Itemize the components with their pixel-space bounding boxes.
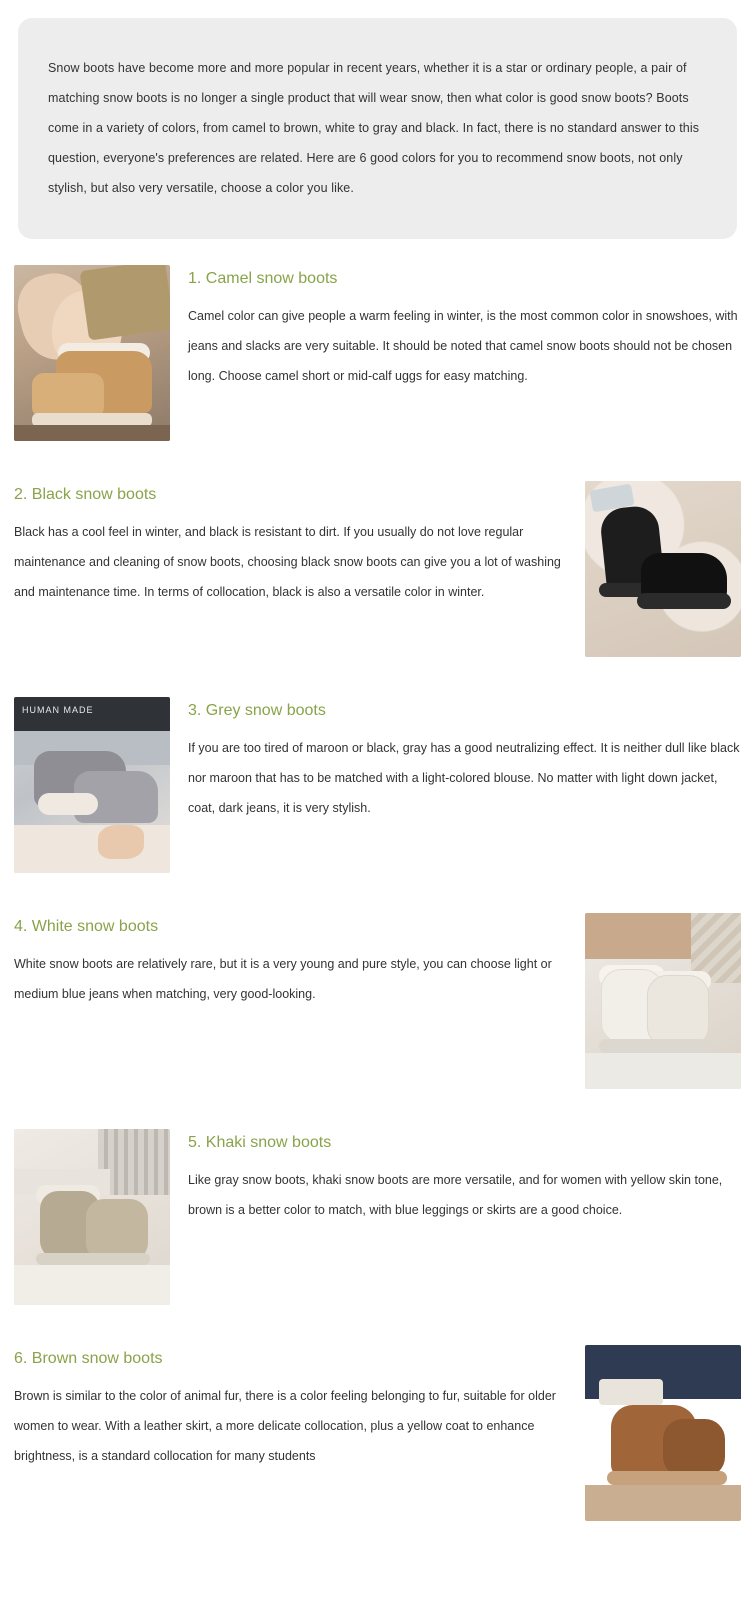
section-title: 1. Camel snow boots [188, 270, 338, 287]
photo-caption: HUMAN MADE [22, 705, 94, 715]
section-title: 2. Black snow boots [14, 486, 157, 503]
section-body: White snow boots are relatively rare, but it is a very young and pure style, you can choose light or medium blue jeans when matching, very good-looking. [14, 957, 552, 1001]
camel-snow-boots-photo [14, 265, 170, 441]
section-brown-snow-boots [0, 1345, 755, 1535]
section-body: Like gray snow boots, khaki snow boots are more versatile, and for women with yellow skin tone, brown is a better color to match, with blue leggings or skirts are a good choice. [188, 1173, 723, 1217]
khaki-snow-boots-photo [14, 1129, 170, 1305]
section-title: 6. Brown snow boots [14, 1350, 163, 1367]
white-snow-boots-photo [585, 913, 741, 1089]
section-body: Camel color can give people a warm feeling in winter, is the most common color in snowshoes, with jeans and slacks are very suitable. It should be noted that camel snow boots should not be chosen long. Choose camel short or mid-calf uggs for easy matching. [188, 309, 738, 383]
section-body: Black has a cool feel in winter, and black is resistant to dirt. If you usually do not love regular maintenance and cleaning of snow boots, choosing black snow boots can give you a lot of washing and maintenance time. In terms of collocation, black is also a versatile color in winter. [14, 525, 561, 599]
black-snow-boots-photo [585, 481, 741, 657]
section-khaki-snow-boots [0, 1129, 755, 1319]
section-title: 5. Khaki snow boots [188, 1134, 332, 1151]
intro-box [18, 18, 737, 239]
bottom-spacer [0, 1535, 755, 1563]
intro-paragraph: Snow boots have become more and more popular in recent years, whether it is a star or ordinary people, a pair of matching snow boots is no longer a single product that will wear snow, then what color is good snow boots? Boots come in a variety of colors, from camel to brown, white to gray and black. In fact, there is no standard answer to this question, everyone's preferences are related. Here are 6 good colors for you to recommend snow boots, not only stylish, but also very versatile, choose a color you like. [48, 60, 700, 195]
section-title: 3. Grey snow boots [188, 702, 326, 719]
section-camel-snow-boots [0, 265, 755, 455]
section-body: If you are too tired of maroon or black, gray has a good neutralizing effect. It is neither dull like black nor maroon that has to be matched with a light-colored blouse. No matter with light down jacket, coat, dark jeans, it is very stylish. [188, 741, 740, 815]
section-title: 4. White snow boots [14, 918, 159, 935]
section-black-snow-boots [0, 481, 755, 671]
section-grey-snow-boots [0, 697, 755, 887]
article-page [0, 18, 755, 1563]
section-white-snow-boots [0, 913, 755, 1103]
grey-snow-boots-photo [14, 697, 170, 873]
brown-snow-boots-photo [585, 1345, 741, 1521]
section-body: Brown is similar to the color of animal fur, there is a color feeling belonging to fur, suitable for older women to wear. With a leather skirt, a more delicate collocation, plus a yellow coat to enhance brightness, is a standard collocation for many students [14, 1389, 556, 1463]
